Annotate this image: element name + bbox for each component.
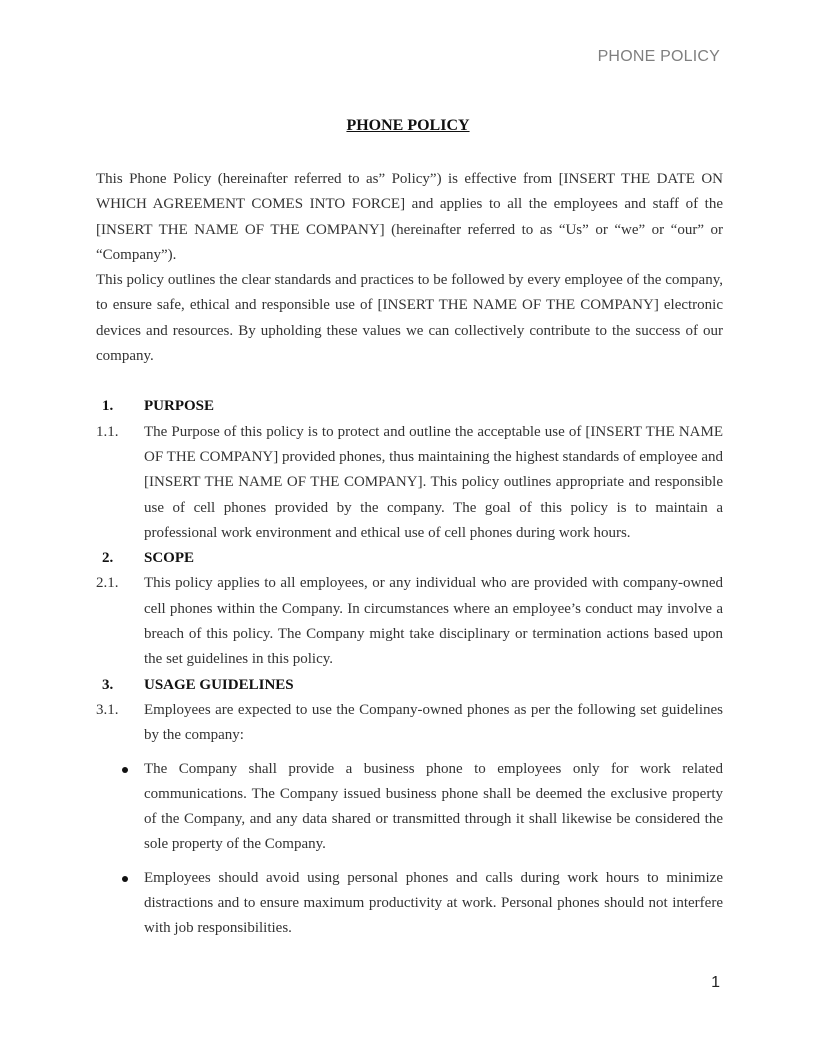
section-heading-purpose bbox=[96, 394, 723, 419]
section-heading-scope bbox=[96, 546, 723, 571]
list-item bbox=[96, 866, 723, 942]
section-number: 3. bbox=[102, 676, 114, 693]
intro-paragraph: This policy outlines the clear standards and practices to be followed by every employee of the company, to ensure safe, ethical and responsible use of [INSERT THE NAME OF THE COMPANY] electronic devices and resources. By upholding these values we can collectively contribute to the success of our company. bbox=[96, 272, 723, 365]
list-item-text: Employees should avoid using personal phones and calls during work hours to minimize distractions and to ensure maximum productivity at work. Personal phones should not interfere with job responsibilities. bbox=[144, 869, 723, 937]
clause-3-1 bbox=[96, 698, 723, 749]
section-number: 1. bbox=[102, 398, 114, 415]
clause-number: 3.1. bbox=[96, 701, 119, 718]
running-header: PHONE POLICY bbox=[597, 48, 720, 65]
list-item bbox=[96, 757, 723, 858]
clause-number: 1.1. bbox=[96, 423, 119, 440]
bullet-icon bbox=[96, 866, 144, 942]
clause-text: This policy applies to all employees, or any individual who are provided with company-owned cell phones within the Company. In circumstances where an employee’s conduct may involve a breach of this policy. The Company might take disciplinary or termination actions based upon the set guidelines in this policy. bbox=[144, 575, 723, 668]
document-body bbox=[96, 167, 723, 950]
intro-paragraph: This Phone Policy (hereinafter referred to as” Policy”) is effective from [INSERT THE DATE ON WHICH AGREEMENT COMES INTO FORCE] and applies to all the employees and staff of the [INSERT THE NAME OF THE COMPANY] (hereinafter referred to as “Us” or “we” or “our” or “Company”). bbox=[96, 171, 723, 263]
section-title: PURPOSE bbox=[144, 398, 215, 415]
section-title: USAGE GUIDELINES bbox=[144, 676, 294, 693]
clause-text: Employees are expected to use the Company-owned phones as per the following set guidelines by the company: bbox=[144, 701, 723, 744]
document-title: PHONE POLICY bbox=[346, 117, 470, 134]
page-number: 1 bbox=[711, 974, 720, 991]
clause-text: The Purpose of this policy is to protect and outline the acceptable use of [INSERT THE NAME OF THE COMPANY] provided phones, thus maintaining the highest standards of employee and [INSERT THE NAME OF THE COMPANY]. This policy outlines appropriate and responsible use of cell phones provided by the company. The goal of this policy is to maintain a professional work environment and ethical use of cell phones during work hours. bbox=[144, 423, 723, 541]
clause-1-1 bbox=[96, 420, 723, 546]
list-item-text: The Company shall provide a business phone to employees only for work related communications. The Company issued business phone shall be deemed the exclusive property of the Company, and any data shared or transmitted through it shall likewise be considered the sole property of the Company. bbox=[144, 760, 723, 853]
usage-guidelines-list bbox=[96, 757, 723, 942]
bullet-icon bbox=[96, 757, 144, 858]
clause-number: 2.1. bbox=[96, 575, 119, 592]
section-title: SCOPE bbox=[144, 550, 195, 567]
section-number: 2. bbox=[102, 550, 114, 567]
clause-2-1 bbox=[96, 571, 723, 672]
section-heading-usage-guidelines bbox=[96, 673, 723, 698]
